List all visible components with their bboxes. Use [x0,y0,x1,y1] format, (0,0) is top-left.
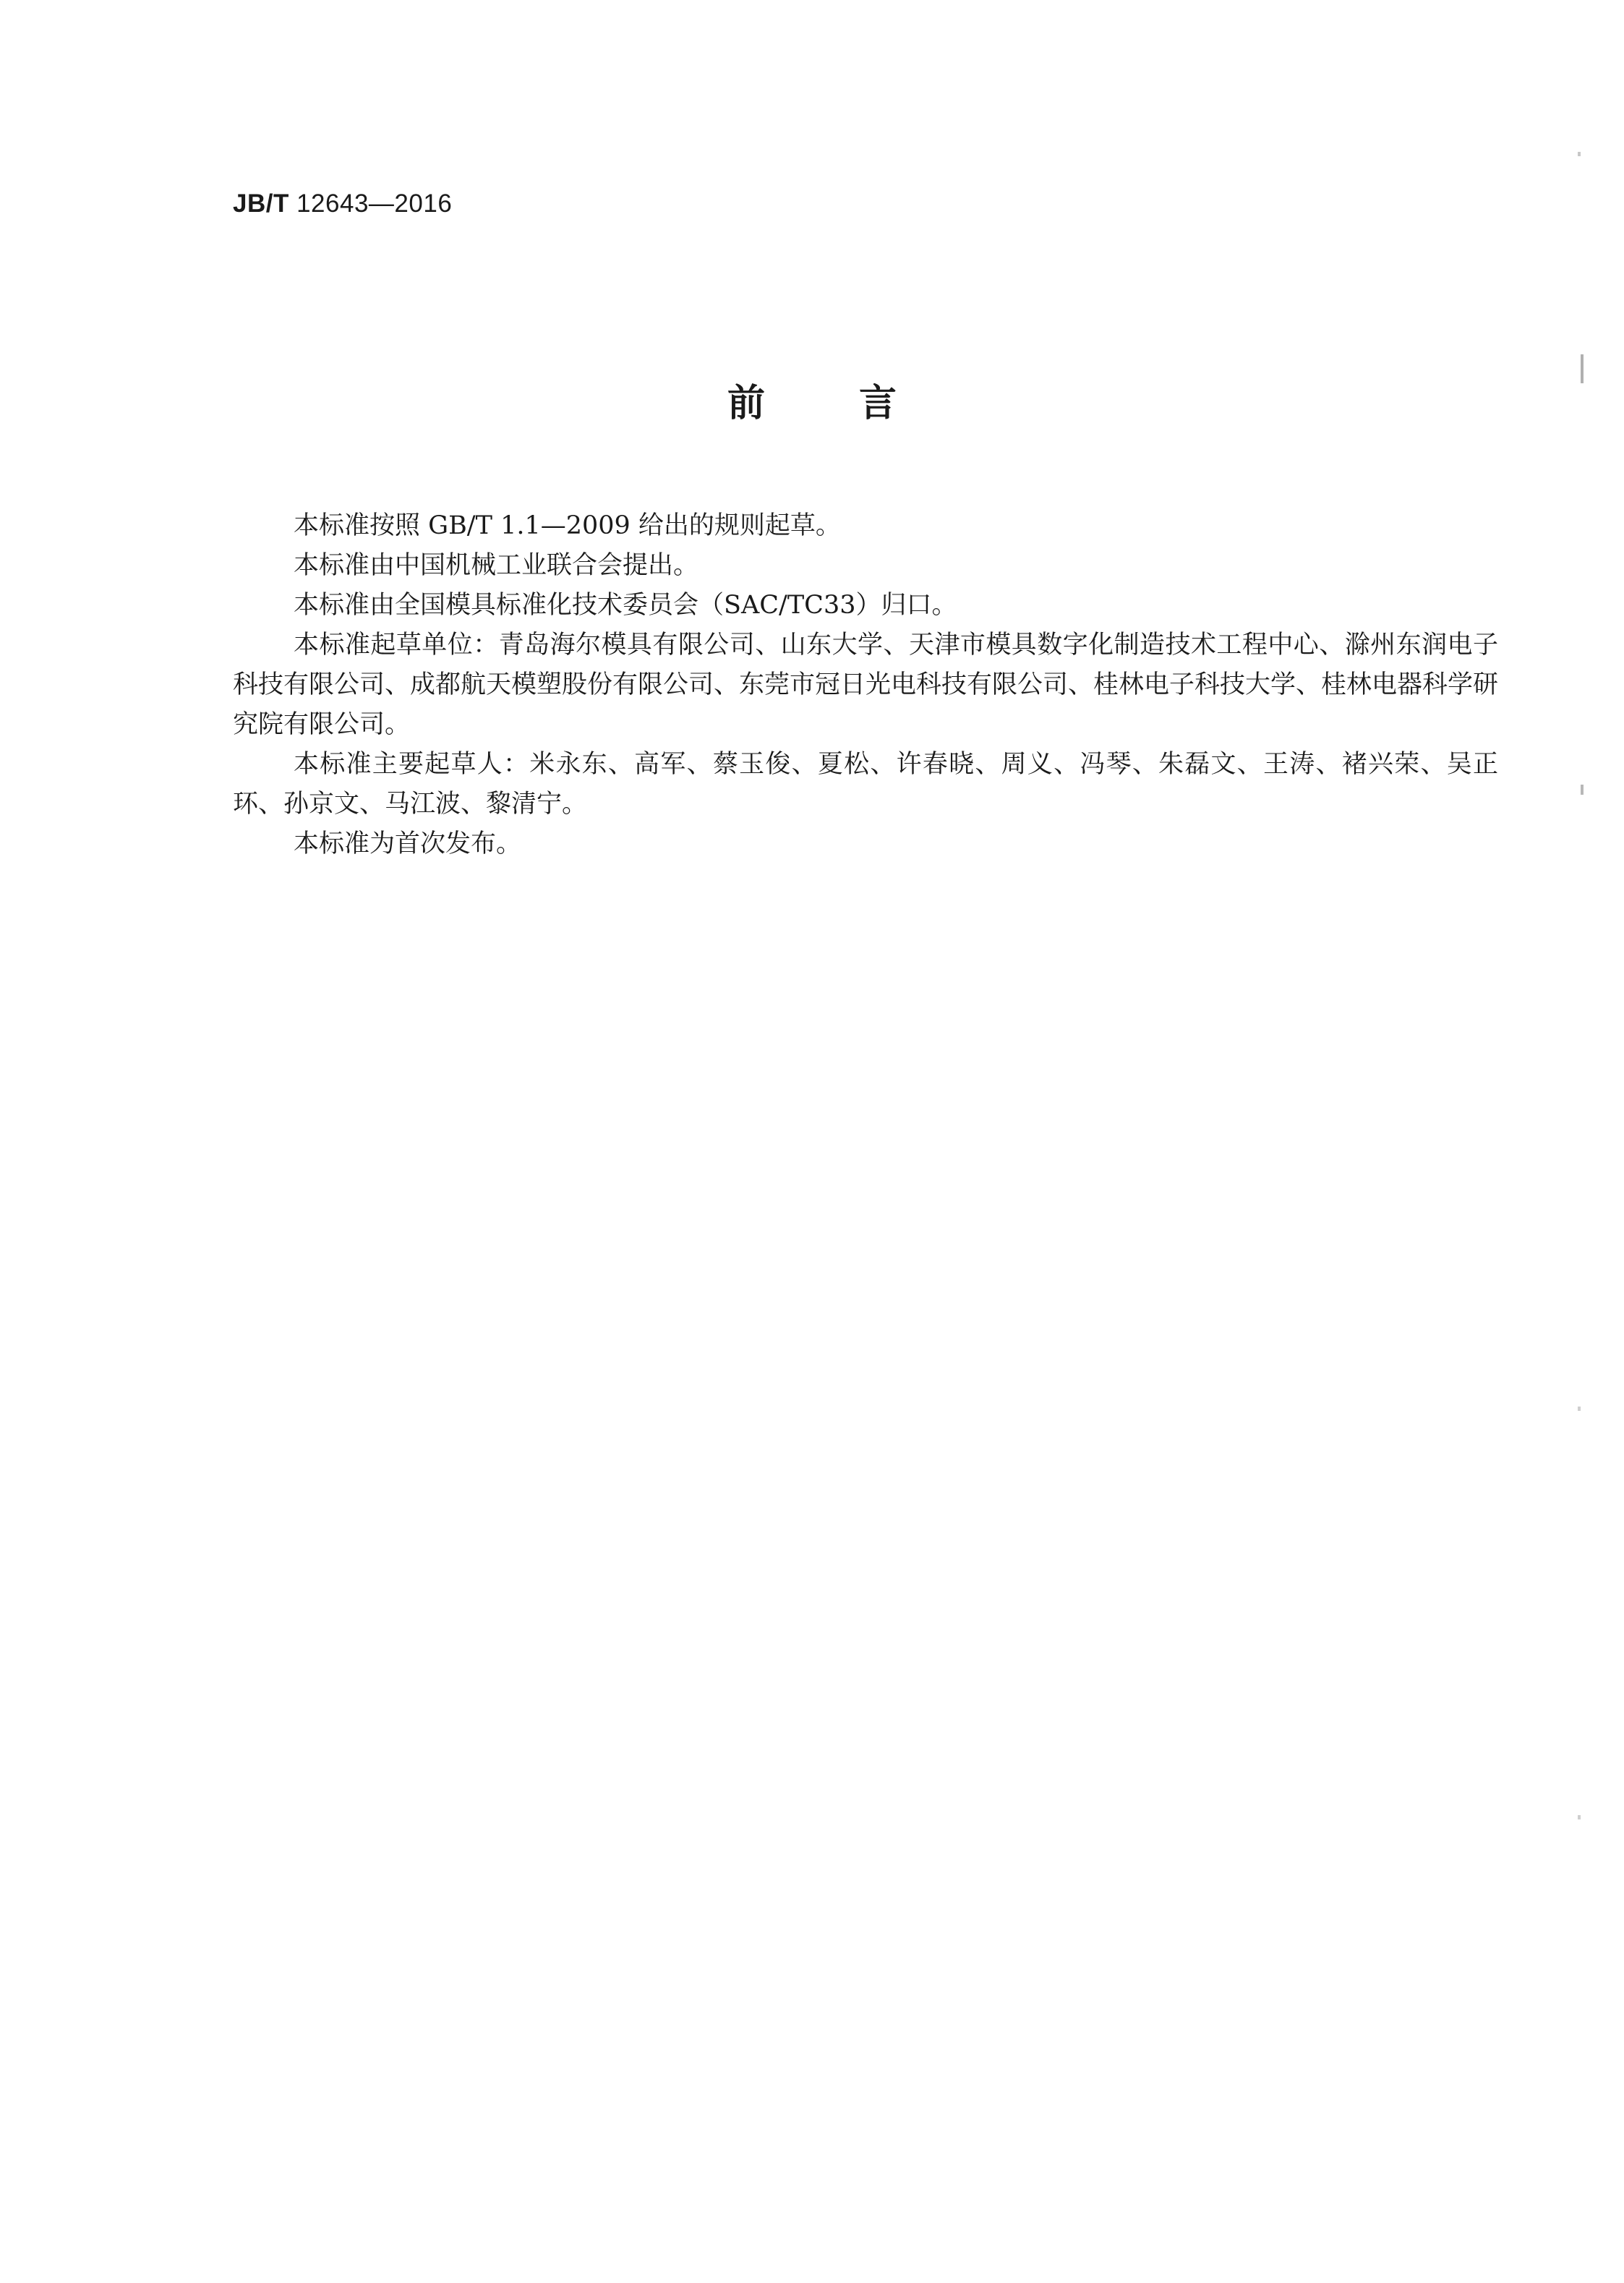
scan-mark [1581,785,1584,795]
page-title [0,372,1624,427]
scan-mark [1578,1407,1581,1411]
scan-mark [1578,1815,1581,1819]
scan-mark [1581,354,1584,383]
page-title-char-2: 言 [859,382,897,425]
paragraph-drafting-rules: 本标准按照 GB/T 1.1—2009 给出的规则起草。 [294,511,841,540]
paragraph-drafters: 本标准主要起草人：米永东、高军、蔡玉俊、夏松、许春晓、周义、冯琴、朱磊文、王涛、褚兴荣、吴正环、孙京文、马江波、黎清宁。 [233,750,1498,819]
paragraph-drafting-units: 本标准起草单位：青岛海尔模具有限公司、山东大学、天津市模具数字化制造技术工程中心、滁州东润电子科技有限公司、成都航天模塑股份有限公司、东莞市冠日光电科技有限公司、桂林电子科技大学、桂林电器科学研究院有限公司。 [233,631,1499,739]
paragraph-first-release: 本标准为首次发布。 [294,829,522,858]
page-title-char-1: 前 [727,382,765,425]
standard-code-number: 12643—2016 [296,189,453,218]
paragraph-proposer: 本标准由中国机械工业联合会提出。 [294,551,699,580]
paragraph-centralized-by: 本标准由全国模具标准化技术委员会（SAC/TC33）归口。 [294,591,957,620]
foreword-body [233,506,1498,864]
standard-code [233,189,452,218]
standard-code-prefix: JB/T [233,189,289,218]
scan-mark [1578,152,1581,156]
